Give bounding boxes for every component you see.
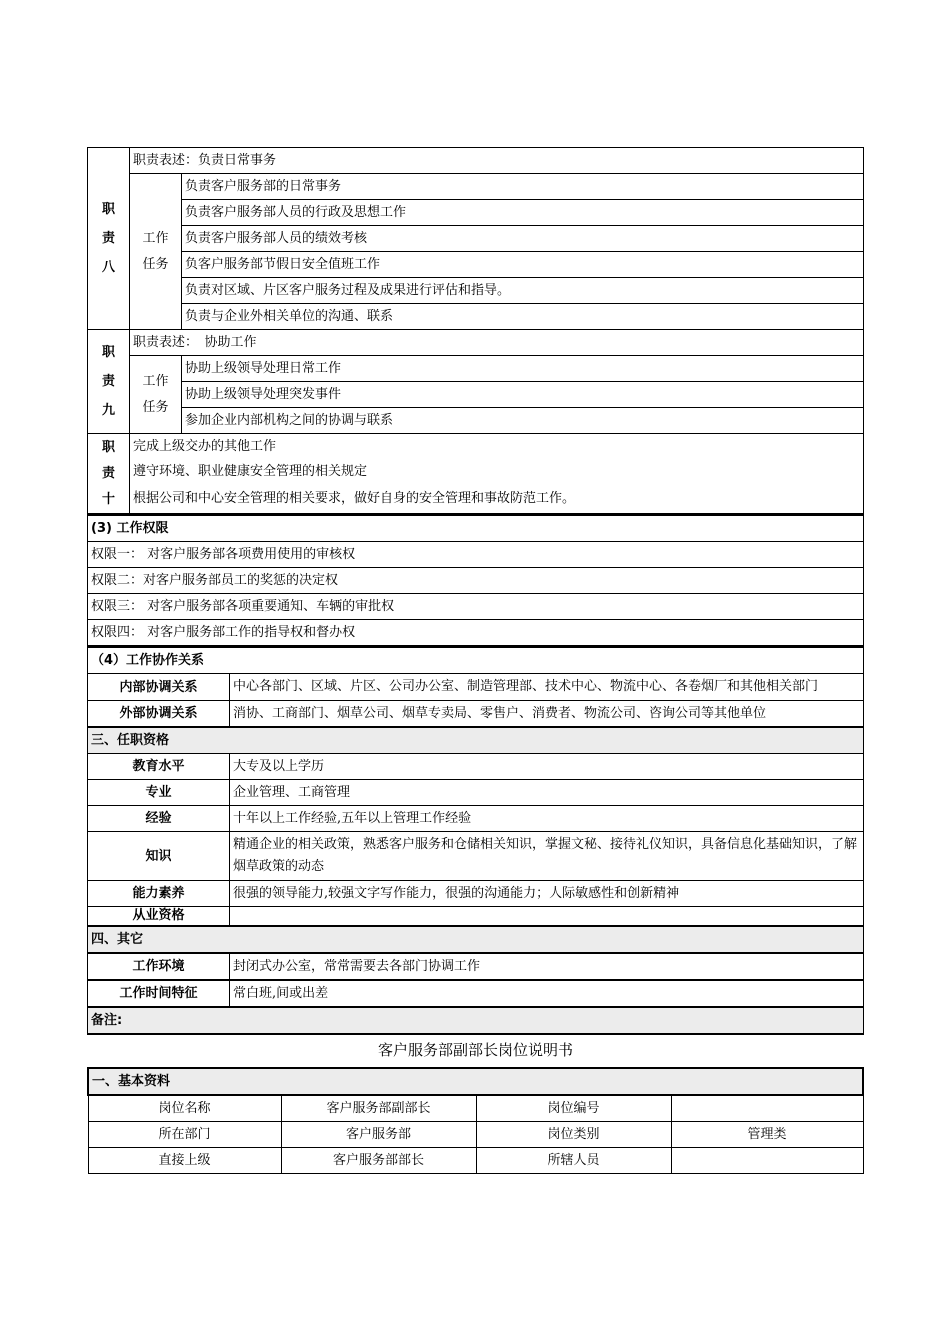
duty8-task: 负责客户服务部人员的行政及思想工作 [182, 200, 864, 226]
basic-info-cell: 客户服务部副部长 [281, 1095, 476, 1122]
duty8-label: 职 责 八 [88, 148, 130, 330]
duty9-label: 职 责 九 [88, 330, 130, 434]
basic-info-cell: 客户服务部部长 [281, 1148, 476, 1174]
other-header: 四、其它 [88, 926, 864, 953]
basic-info-table [87, 1067, 864, 1174]
duty10-item: 根据公司和中心安全管理的相关要求，做好自身的安全管理和事故防范工作。 [130, 484, 864, 514]
duty9-task: 协助上级领导处理突发事件 [182, 382, 864, 408]
duty9-statement: 职责表述： 协助工作 [130, 330, 864, 356]
duty8-task: 负责对区域、片区客户服务过程及成果进行评估和指导。 [182, 278, 864, 304]
authority-table [87, 514, 864, 646]
cooperation-value: 中心各部门、区域、片区、公司办公室、制造管理部、技术中心、物流中心、各卷烟厂和其他相关部门 [230, 674, 864, 701]
duty8-task: 负客户服务部节假日安全值班工作 [182, 252, 864, 278]
duty9-task: 参加企业内部机构之间的协调与联系 [182, 408, 864, 434]
basic-info-cell: 客户服务部 [281, 1122, 476, 1148]
authority-item: 权限三： 对客户服务部各项重要通知、车辆的审批权 [88, 594, 864, 620]
duty8-statement: 职责表述：负责日常事务 [130, 148, 864, 174]
basic-info-cell: 管理类 [671, 1122, 863, 1148]
authority-item: 权限四： 对客户服务部工作的指导权和督办权 [88, 620, 864, 646]
qualification-label: 从业资格 [88, 907, 230, 927]
qualification-table [87, 646, 864, 1035]
basic-info-cell [671, 1095, 863, 1122]
duty8-task: 负责客户服务部的日常事务 [182, 174, 864, 200]
basic-info-cell: 所辖人员 [476, 1148, 671, 1174]
qualification-value [230, 907, 864, 927]
authority-item: 权限一： 对客户服务部各项费用使用的审核权 [88, 542, 864, 568]
basic-info-cell: 所在部门 [88, 1122, 281, 1148]
duties-table [87, 147, 864, 514]
duty8-task-label: 工作 任务 [130, 174, 182, 330]
qualification-value: 很强的领导能力,较强文字写作能力，很强的沟通能力；人际敏感性和创新精神 [230, 881, 864, 907]
authority-item: 权限二：对客户服务部员工的奖惩的决定权 [88, 568, 864, 594]
duty10-item: 遵守环境、职业健康安全管理的相关规定 [130, 459, 864, 484]
basic-info-header: 一、基本资料 [88, 1068, 863, 1095]
qualification-header: 三、任职资格 [88, 727, 864, 754]
duty8-task: 负责与企业外相关单位的沟通、联系 [182, 304, 864, 330]
basic-info-cell: 岗位编号 [476, 1095, 671, 1122]
duty10-label: 职 责 十 [88, 434, 130, 514]
duty9-task: 协助上级领导处理日常工作 [182, 356, 864, 382]
duty8-task: 负责客户服务部人员的绩效考核 [182, 226, 864, 252]
basic-info-cell: 直接上级 [88, 1148, 281, 1174]
second-doc-title: 客户服务部副部长岗位说明书 [377, 1041, 573, 1059]
authority-header: (3) 工作权限 [88, 515, 864, 542]
qualification-value: 十年以上工作经验,五年以上管理工作经验 [230, 806, 864, 832]
cooperation-value: 消协、工商部门、烟草公司、烟草专卖局、零售户、消费者、物流公司、咨询公司等其他单位 [230, 701, 864, 728]
other-label: 工作时间特征 [88, 980, 230, 1007]
other-label: 工作环境 [88, 953, 230, 980]
qualification-label: 经验 [88, 806, 230, 832]
job-description-page [87, 147, 864, 1174]
cooperation-label: 内部协调关系 [88, 674, 230, 701]
duty10-item: 完成上级交办的其他工作 [130, 434, 864, 460]
qualification-label: 知识 [88, 832, 230, 881]
duty9-task-label: 工作 任务 [130, 356, 182, 434]
basic-info-cell: 岗位名称 [88, 1095, 281, 1122]
qualification-label: 专业 [88, 780, 230, 806]
cooperation-header: （4）工作协作关系 [88, 647, 864, 674]
qualification-value: 企业管理、工商管理 [230, 780, 864, 806]
other-value: 封闭式办公室，常常需要去各部门协调工作 [230, 953, 864, 980]
other-value: 常白班,间或出差 [230, 980, 864, 1007]
qualification-label: 教育水平 [88, 754, 230, 780]
qualification-value: 精通企业的相关政策，熟悉客户服务和仓储相关知识，掌握文秘、接待礼仪知识，具备信息化基础知识，了解烟草政策的动态 [230, 832, 864, 881]
basic-info-cell: 岗位类别 [476, 1122, 671, 1148]
cooperation-label: 外部协调关系 [88, 701, 230, 728]
qualification-label: 能力素养 [88, 881, 230, 907]
basic-info-cell [671, 1148, 863, 1174]
remark: 备注: [88, 1007, 864, 1034]
qualification-value: 大专及以上学历 [230, 754, 864, 780]
